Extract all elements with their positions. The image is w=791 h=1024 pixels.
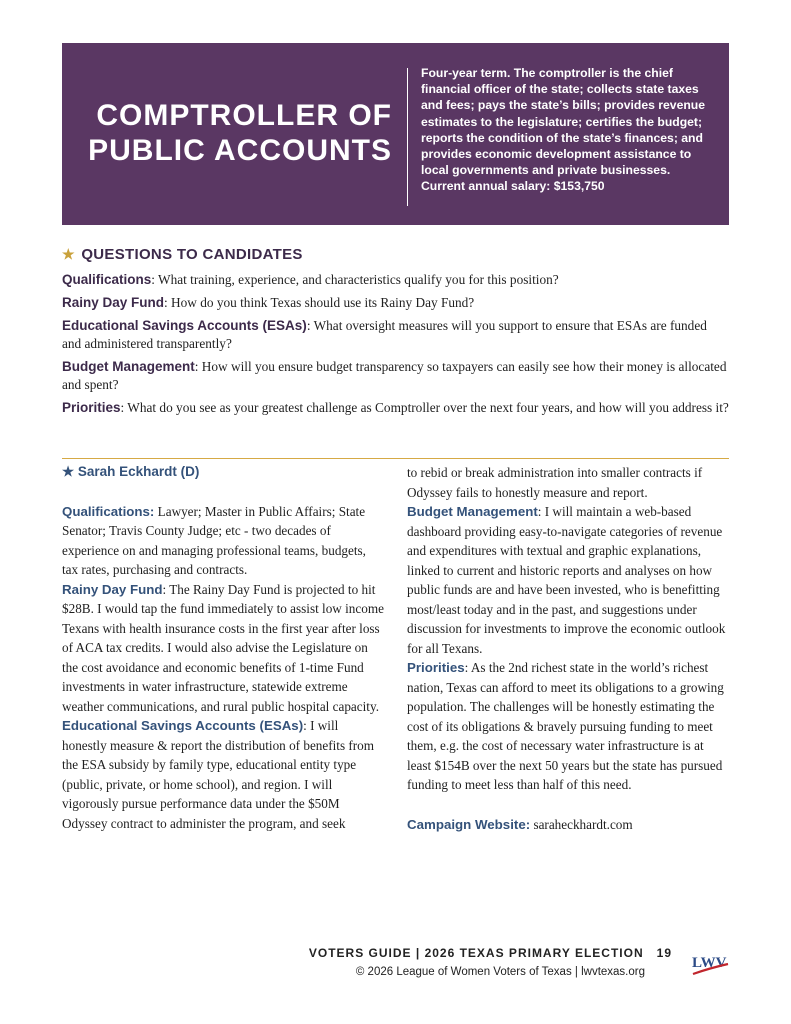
candidate-column-left <box>62 462 384 833</box>
question-budget-management <box>62 358 729 394</box>
star-icon: ★ <box>62 246 75 262</box>
star-icon: ★ <box>62 464 75 479</box>
question-text: : What training, experience, and characteristics qualify you for this position? <box>151 272 559 287</box>
questions-section <box>62 246 729 422</box>
candidate-name <box>62 462 384 482</box>
question-esas <box>62 317 729 353</box>
logo-text: LWV <box>692 955 727 971</box>
question-text: : What oversight measures will you support to ensure that ESAs are funded and administered transparently? <box>62 318 707 351</box>
answer-priorities <box>407 658 729 795</box>
answer-text: : I will honestly measure & report the distribution of benefits from the ESA subsidy by family type, educational entity type (public, private, or home school), and region. I will vigorously pursue performance data under the $50M Odyssey contract to administer the program, and seek <box>62 718 375 831</box>
banner-divider <box>407 68 408 206</box>
answer-label: Rainy Day Fund <box>62 581 163 597</box>
question-rainy-day-fund <box>62 294 729 312</box>
question-text: : What do you see as your greatest challenge as Comptroller over the next four years, and how will you address it? <box>120 400 729 415</box>
question-text: : How will you ensure budget transparency so taxpayers can easily see how their money is allocated and spent? <box>62 359 727 392</box>
title-line-2: PUBLIC ACCOUNTS <box>88 134 392 167</box>
answer-label: Priorities <box>407 660 465 675</box>
answer-esas-continued: to rebid or break administration into smaller contracts if Odyssey fails to honestly measure and report. <box>407 465 703 500</box>
lwv-logo <box>690 950 730 980</box>
answer-label: Budget Management <box>407 504 538 519</box>
answer-text: : As the 2nd richest state in the world’s richest nation, Texas can afford to meet its obligations to a growing population. The challenges will be honestly estimating the cost of its obligations & bravely pursuing funding to meet them, e.g. the cost of necessary water infrastructure is at least $154B over the next 50 years but the state has pursued funding to meet less than half of this need. <box>407 660 724 792</box>
page-number: 19 <box>656 946 672 960</box>
header-banner <box>62 43 729 225</box>
questions-heading-text: QUESTIONS TO CANDIDATES <box>81 246 303 263</box>
answer-rainy-day-fund <box>62 580 384 717</box>
question-qualifications <box>62 271 729 289</box>
answer-text: : I will maintain a web-based dashboard providing easy-to-navigate categories of revenue and expenditures with textual and graphic explanations, linked to current and historic reports and analyses on how public funds are and have been invested, who is benefitting most/least today and in the past, and suggestions under discussion for investments to improve the economic outlook for all Texans. <box>407 504 726 656</box>
website-label: Campaign Website: <box>407 816 531 832</box>
question-priorities <box>62 399 729 417</box>
title-line-1: COMPTROLLER OF <box>96 99 392 132</box>
lwv-logo-icon <box>690 950 730 980</box>
campaign-website <box>407 815 729 835</box>
questions-heading <box>62 246 729 263</box>
answer-qualifications <box>62 502 384 580</box>
question-label: Priorities <box>62 400 121 415</box>
answer-text: : The Rainy Day Fund is projected to hit $28B. I would tap the fund immediately to assist low income Texans with health insurance costs in the first year after loss of ACA tax credits. I would also advise the Legislature on the cost avoidance and economic benefits of 1-time Fund investments in water infrastructure, statewide extreme weather communications, and rural public hospital capacity. <box>62 581 384 714</box>
question-label: Budget Management <box>62 359 195 374</box>
question-label: Educational Savings Accounts (ESAs) <box>62 318 307 333</box>
section-divider <box>62 458 729 459</box>
question-label: Rainy Day Fund <box>62 295 165 310</box>
answer-label: Qualifications: <box>62 503 155 519</box>
candidate-column-right <box>407 463 729 834</box>
office-description: Four-year term. The comptroller is the chief financial officer of the state; collects state taxes and fees; pays the state’s bills; provides revenue estimates to the legislature; certifies the budget; reports the condition of the state’s finances; and provides economic development assistance to local governments and private businesses. Current annual salary: $153,750 <box>421 66 706 194</box>
page-title <box>62 98 392 168</box>
website-link[interactable]: saraheckhardt.com <box>530 816 633 832</box>
footer-copyright: © 2026 League of Women Voters of Texas | lwvtexas.org <box>355 966 645 978</box>
answer-label: Educational Savings Accounts (ESAs) <box>62 718 304 733</box>
question-label: Qualifications <box>62 272 152 287</box>
question-text: : How do you think Texas should use its Rainy Day Fund? <box>164 295 475 310</box>
footer-guide-text: VOTERS GUIDE | 2026 TEXAS PRIMARY ELECTION <box>308 946 644 960</box>
answer-text: Lawyer; Master in Public Affairs; State Senator; Travis County Judge; etc - two decades of experience on and managing professional teams, budgets, tax rates, purchasing and contracts. <box>62 503 366 577</box>
footer-title <box>300 946 672 960</box>
answer-budget-management <box>407 502 729 658</box>
answer-esas <box>62 716 384 833</box>
candidate-name-text: Sarah Eckhardt (D) <box>77 464 200 479</box>
